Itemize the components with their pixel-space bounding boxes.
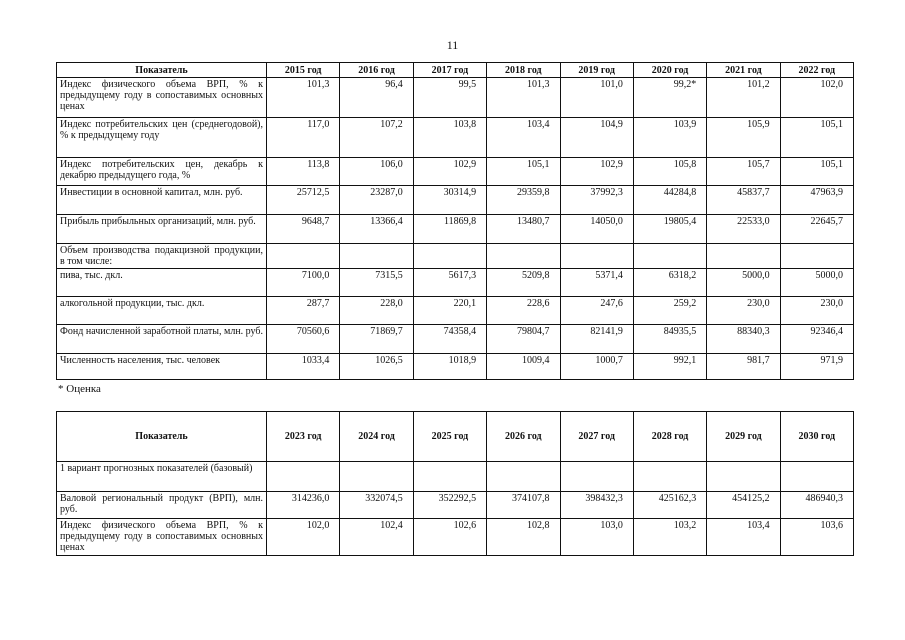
table-cell: 45837,7 <box>707 186 780 215</box>
table-cell: 228,6 <box>487 297 560 325</box>
row-label: Численность населения, тыс. человек <box>57 354 267 380</box>
table-cell <box>633 462 706 492</box>
table-cell: 105,9 <box>707 118 780 158</box>
row-label: алкогольной продукции, тыс. дкл. <box>57 297 267 325</box>
table-row <box>57 269 854 297</box>
table-cell: 104,9 <box>560 118 633 158</box>
table-cell: 5000,0 <box>780 269 853 297</box>
footnote: * Оценка <box>58 383 101 395</box>
table-cell <box>487 462 560 492</box>
table-cell: 13480,7 <box>487 215 560 244</box>
table-cell: 103,2 <box>633 519 706 556</box>
table-cell: 99,2* <box>633 78 706 118</box>
table-cell: 79804,7 <box>487 325 560 354</box>
row-label: Индекс потребительских цен (среднегодовой), % к предыдущему году <box>57 118 267 158</box>
table-cell: 287,7 <box>267 297 340 325</box>
table-cell: 22533,0 <box>707 215 780 244</box>
table-cell <box>633 244 706 269</box>
column-header-indicator: Показатель <box>57 63 267 78</box>
table-row <box>57 158 854 186</box>
table-cell: 992,1 <box>633 354 706 380</box>
table-cell: 5209,8 <box>487 269 560 297</box>
table-cell: 11869,8 <box>413 215 486 244</box>
table-cell: 981,7 <box>707 354 780 380</box>
table-cell: 102,0 <box>780 78 853 118</box>
table-cell: 332074,5 <box>340 492 413 519</box>
column-header-year: 2016 год <box>340 63 413 78</box>
table-cell: 228,0 <box>340 297 413 325</box>
table-cell: 23287,0 <box>340 186 413 215</box>
table-cell <box>413 462 486 492</box>
table-cell: 352292,5 <box>413 492 486 519</box>
table-cell: 102,4 <box>340 519 413 556</box>
table-row <box>57 462 854 492</box>
table-cell: 486940,3 <box>780 492 853 519</box>
row-label: Объем производства подакцизной продукции, в том числе: <box>57 244 267 269</box>
table-cell: 103,6 <box>780 519 853 556</box>
row-label: Прибыль прибыльных организаций, млн. руб. <box>57 215 267 244</box>
column-header-year: 2026 год <box>487 412 560 462</box>
row-label: Инвестиции в основной капитал, млн. руб. <box>57 186 267 215</box>
table-row <box>57 354 854 380</box>
table-cell: 29359,8 <box>487 186 560 215</box>
table-cell: 105,1 <box>780 158 853 186</box>
table-cell <box>267 244 340 269</box>
row-label: Индекс физического объема ВРП, % к предыдущему году в сопоставимых основных ценах <box>57 78 267 118</box>
table-cell: 101,3 <box>487 78 560 118</box>
table-cell: 74358,4 <box>413 325 486 354</box>
table-cell <box>707 462 780 492</box>
table-cell: 102,0 <box>267 519 340 556</box>
table-row <box>57 244 854 269</box>
table-cell: 105,1 <box>780 118 853 158</box>
table-cell <box>340 244 413 269</box>
table-header-row <box>57 412 854 462</box>
table-cell: 220,1 <box>413 297 486 325</box>
table-cell <box>413 244 486 269</box>
table-cell: 398432,3 <box>560 492 633 519</box>
row-label: Валовой региональный продукт (ВРП), млн. руб. <box>57 492 267 519</box>
table-cell: 247,6 <box>560 297 633 325</box>
column-header-year: 2019 год <box>560 63 633 78</box>
table-cell: 22645,7 <box>780 215 853 244</box>
table-cell: 102,9 <box>413 158 486 186</box>
table-cell: 7100,0 <box>267 269 340 297</box>
column-header-year: 2030 год <box>780 412 853 462</box>
table-cell: 37992,3 <box>560 186 633 215</box>
table-row <box>57 215 854 244</box>
table-cell: 19805,4 <box>633 215 706 244</box>
table-cell: 7315,5 <box>340 269 413 297</box>
table-cell <box>780 244 853 269</box>
table-cell: 99,5 <box>413 78 486 118</box>
column-header-year: 2022 год <box>780 63 853 78</box>
table-cell: 1026,5 <box>340 354 413 380</box>
table-cell: 103,0 <box>560 519 633 556</box>
table-cell: 6318,2 <box>633 269 706 297</box>
column-header-year: 2023 год <box>267 412 340 462</box>
column-header-year: 2015 год <box>267 63 340 78</box>
table-row <box>57 297 854 325</box>
row-label: 1 вариант прогнозных показателей (базовый) <box>57 462 267 492</box>
table-cell: 105,1 <box>487 158 560 186</box>
table-cell: 117,0 <box>267 118 340 158</box>
table-row <box>57 186 854 215</box>
table-cell: 374107,8 <box>487 492 560 519</box>
table-row <box>57 492 854 519</box>
page-number: 11 <box>446 38 459 52</box>
table-cell: 1009,4 <box>487 354 560 380</box>
table-cell: 14050,0 <box>560 215 633 244</box>
table-cell: 103,9 <box>633 118 706 158</box>
table-cell: 101,3 <box>267 78 340 118</box>
indicators-table-2015-2022 <box>56 62 854 380</box>
table-cell: 9648,7 <box>267 215 340 244</box>
table-cell <box>707 244 780 269</box>
table-row <box>57 118 854 158</box>
table-cell <box>340 462 413 492</box>
table-cell: 102,9 <box>560 158 633 186</box>
table-cell: 113,8 <box>267 158 340 186</box>
table-cell: 1018,9 <box>413 354 486 380</box>
column-header-year: 2027 год <box>560 412 633 462</box>
table-cell: 1033,4 <box>267 354 340 380</box>
table-cell: 96,4 <box>340 78 413 118</box>
table-cell: 454125,2 <box>707 492 780 519</box>
table-cell: 105,8 <box>633 158 706 186</box>
table-cell: 5371,4 <box>560 269 633 297</box>
table-cell: 103,8 <box>413 118 486 158</box>
table-cell: 314236,0 <box>267 492 340 519</box>
table-cell: 102,8 <box>487 519 560 556</box>
column-header-year: 2017 год <box>413 63 486 78</box>
table-cell <box>780 462 853 492</box>
table-header-row <box>57 63 854 78</box>
table-cell: 25712,5 <box>267 186 340 215</box>
table-cell <box>487 244 560 269</box>
column-header-indicator: Показатель <box>57 412 267 462</box>
table-cell: 71869,7 <box>340 325 413 354</box>
table-cell: 82141,9 <box>560 325 633 354</box>
table-cell: 13366,4 <box>340 215 413 244</box>
table-cell: 101,0 <box>560 78 633 118</box>
table-cell: 84935,5 <box>633 325 706 354</box>
column-header-year: 2028 год <box>633 412 706 462</box>
row-label: Индекс потребительских цен, декабрь к декабрю предыдущего года, % <box>57 158 267 186</box>
table-cell: 971,9 <box>780 354 853 380</box>
column-header-year: 2029 год <box>707 412 780 462</box>
table-cell: 425162,3 <box>633 492 706 519</box>
column-header-year: 2024 год <box>340 412 413 462</box>
table-row <box>57 325 854 354</box>
table-cell <box>267 462 340 492</box>
column-header-year: 2025 год <box>413 412 486 462</box>
column-header-year: 2018 год <box>487 63 560 78</box>
column-header-year: 2020 год <box>633 63 706 78</box>
table-cell: 92346,4 <box>780 325 853 354</box>
table-cell: 44284,8 <box>633 186 706 215</box>
table-cell: 103,4 <box>707 519 780 556</box>
table-cell: 230,0 <box>780 297 853 325</box>
row-label: Фонд начисленной заработной платы, млн. руб. <box>57 325 267 354</box>
forecast-table-2023-2030 <box>56 411 854 556</box>
table-row <box>57 519 854 556</box>
table-cell: 47963,9 <box>780 186 853 215</box>
table-cell <box>560 462 633 492</box>
table-cell: 101,2 <box>707 78 780 118</box>
table-cell: 102,6 <box>413 519 486 556</box>
table-cell <box>560 244 633 269</box>
column-header-year: 2021 год <box>707 63 780 78</box>
table-cell: 106,0 <box>340 158 413 186</box>
table-cell: 105,7 <box>707 158 780 186</box>
table-cell: 107,2 <box>340 118 413 158</box>
row-label: Индекс физического объема ВРП, % к предыдущему году в сопоставимых основных ценах <box>57 519 267 556</box>
table-cell: 1000,7 <box>560 354 633 380</box>
table-cell: 88340,3 <box>707 325 780 354</box>
table-row <box>57 78 854 118</box>
row-label: пива, тыс. дкл. <box>57 269 267 297</box>
table-cell: 5617,3 <box>413 269 486 297</box>
table-cell: 259,2 <box>633 297 706 325</box>
table-cell: 70560,6 <box>267 325 340 354</box>
table-cell: 103,4 <box>487 118 560 158</box>
table-cell: 5000,0 <box>707 269 780 297</box>
table-cell: 230,0 <box>707 297 780 325</box>
table-cell: 30314,9 <box>413 186 486 215</box>
